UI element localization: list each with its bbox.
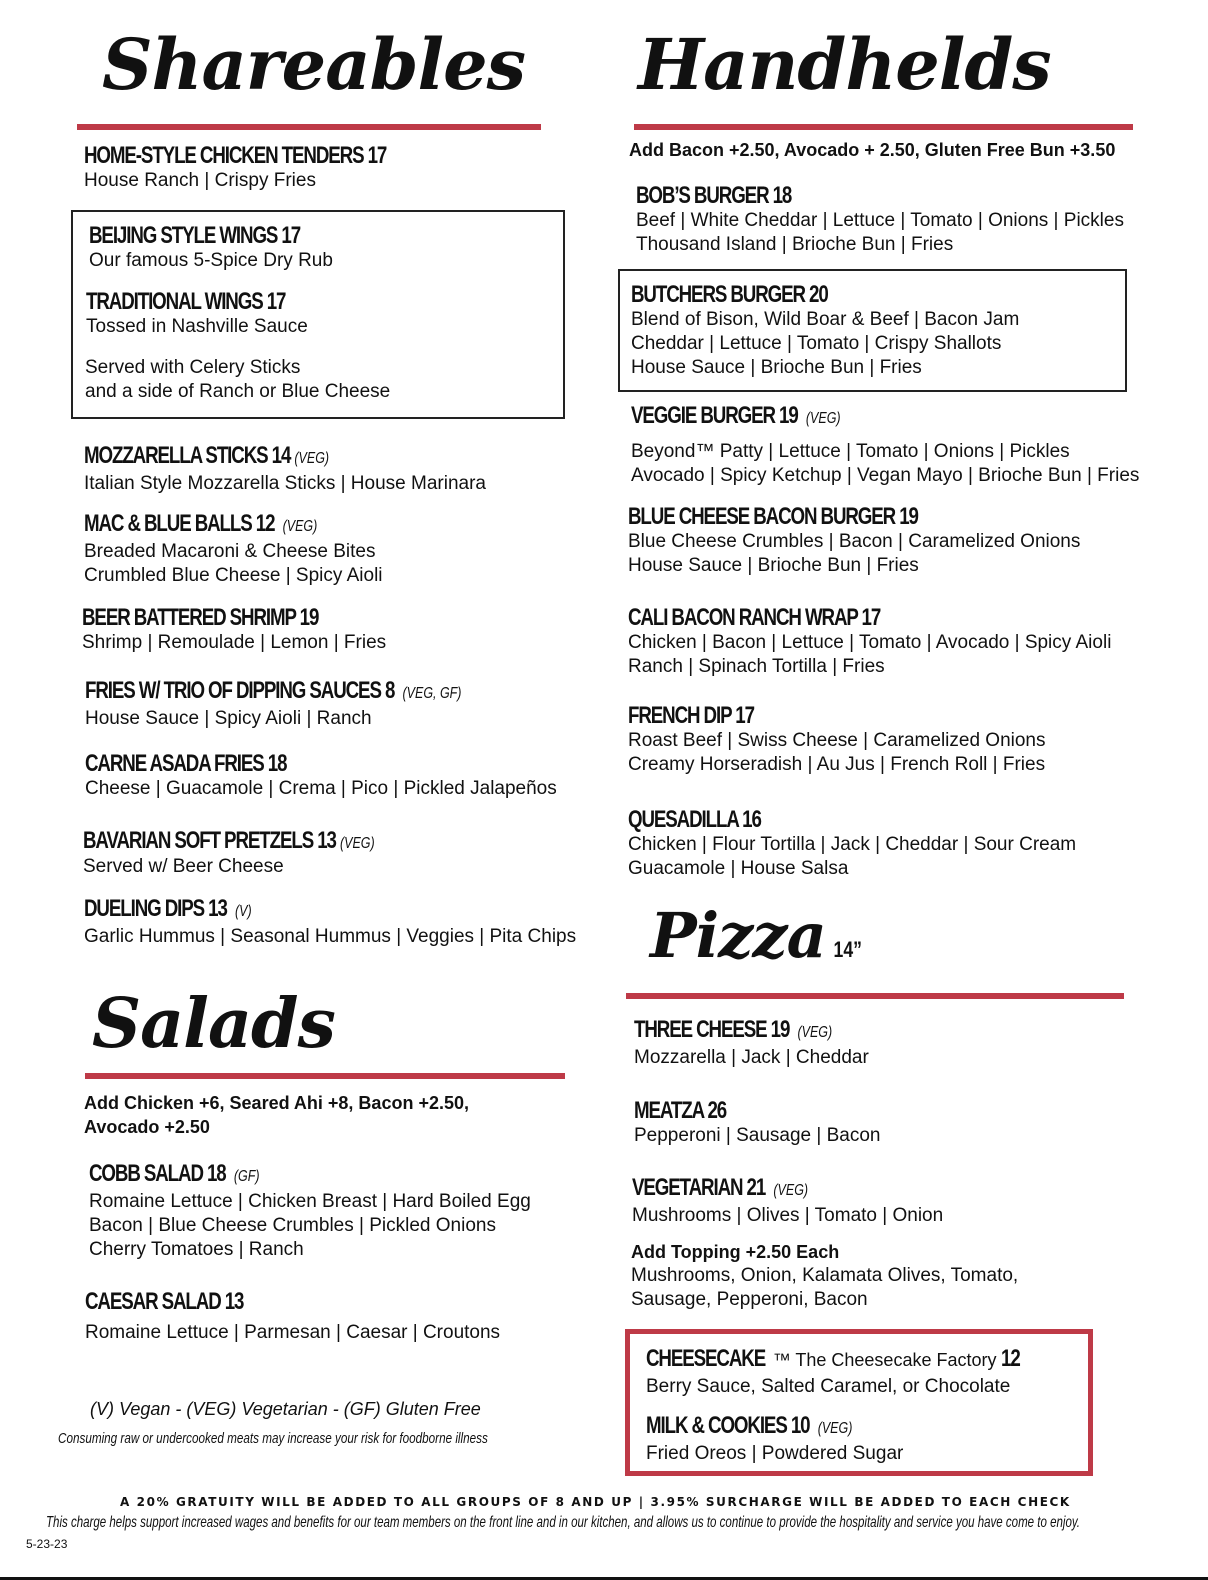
item-description: Romaine Lettuce | Chicken Breast | Hard Boiled Egg	[89, 1191, 531, 1212]
item-description: Italian Style Mozzarella Sticks | House Marinara	[84, 473, 486, 494]
wings-note-line: Served with Celery Sticks	[85, 357, 301, 378]
item-name: CAESAR SALAD 13	[85, 1288, 244, 1315]
item-name: BLUE CHEESE BACON BURGER 19	[628, 503, 918, 530]
item-name: HOME-STYLE CHICKEN TENDERS 17	[84, 142, 387, 169]
menu-item	[85, 678, 568, 731]
item-description: Tossed in Nashville Sauce	[86, 316, 308, 337]
salads-addons	[84, 1091, 469, 1139]
item-description: Blue Cheese Crumbles | Bacon | Caramelized Onions	[628, 531, 1081, 552]
item-description: Crumbled Blue Cheese | Spicy Aioli	[84, 565, 383, 586]
item-description: Mozzarella | Jack | Cheddar	[634, 1047, 869, 1068]
diet-tag: (VEG, GF)	[402, 685, 462, 702]
item-description: Cheese | Guacamole | Crema | Pico | Pickled Jalapeños	[85, 778, 557, 799]
item-name: BEIJING STYLE WINGS 17	[89, 222, 301, 249]
menu-item	[632, 1175, 943, 1228]
item-description: House Sauce | Brioche Bun | Fries	[631, 357, 922, 378]
item-name: BEER BATTERED SHRIMP 19	[82, 604, 319, 631]
item-description: Roast Beef | Swiss Cheese | Caramelized Onions	[628, 730, 1046, 751]
item-name: THREE CHEESE 19 (VEG)	[634, 1016, 833, 1043]
diet-legend: (V) Vegan - (VEG) Vegetarian - (GF) Gluten Free	[90, 1399, 481, 1419]
menu-item	[628, 605, 1111, 679]
pizza-size: 14”	[833, 937, 863, 962]
item-description: Served w/ Beer Cheese	[83, 856, 284, 877]
diet-tag: (VEG)	[773, 1182, 809, 1199]
item-description: Breaded Macaroni & Cheese Bites	[84, 541, 376, 562]
diet-tag: (VEG)	[294, 450, 330, 467]
item-description: Chicken | Bacon | Lettuce | Tomato | Avocado | Spicy Aioli	[628, 632, 1112, 653]
item-description: Ranch | Spinach Tortilla | Fries	[628, 656, 885, 677]
pizza-heading	[650, 899, 866, 972]
topping-list: Mushrooms, Onion, Kalamata Olives, Tomato,	[631, 1265, 1019, 1286]
item-description: Beef | White Cheddar | Lettuce | Tomato | Onions | Pickles	[636, 210, 1124, 231]
item-name: TRADITIONAL WINGS 17	[86, 288, 286, 315]
diet-tag: (VEG)	[817, 1420, 853, 1437]
item-description: Avocado | Spicy Ketchup | Vegan Mayo | Brioche Bun | Fries	[631, 465, 1140, 486]
item-description: Mushrooms | Olives | Tomato | Onion	[632, 1205, 944, 1226]
item-description: Beyond™ Patty | Lettuce | Tomato | Onions | Pickles	[631, 441, 1070, 462]
item-description: Our famous 5-Spice Dry Rub	[89, 250, 333, 271]
item-description: Bacon | Blue Cheese Crumbles | Pickled Onions	[89, 1215, 496, 1236]
item-name: DUELING DIPS 13 (V)	[84, 895, 252, 922]
pizza-title: Pizza	[650, 899, 826, 972]
pizza-toppings	[631, 1240, 1018, 1312]
handhelds-addons: Add Bacon +2.50, Avocado + 2.50, Gluten Free Bun +3.50	[629, 140, 1116, 160]
item-description: Cheddar | Lettuce | Tomato | Crispy Shallots	[631, 333, 1002, 354]
menu-item	[646, 1346, 1025, 1399]
menu-item	[634, 1098, 881, 1148]
item-name: MAC & BLUE BALLS 12 (VEG)	[84, 510, 318, 537]
diet-tag: (VEG)	[339, 835, 375, 852]
item-name: BUTCHERS BURGER 20	[631, 281, 828, 308]
pizza-divider	[626, 993, 1124, 999]
handhelds-heading: Handhelds	[638, 23, 1051, 106]
item-description: Blend of Bison, Wild Boar & Beef | Bacon Jam	[631, 309, 1020, 330]
diet-tag: (VEG)	[282, 518, 318, 535]
diet-tag: (V)	[235, 903, 252, 920]
item-name: BAVARIAN SOFT PRETZELS 13 (VEG)	[83, 827, 375, 854]
item-name: VEGGIE BURGER 19 (VEG)	[631, 402, 841, 429]
item-name: COBB SALAD 18 (GF)	[89, 1160, 260, 1187]
menu-item	[84, 443, 486, 496]
menu-item	[85, 751, 557, 801]
menu-item	[83, 828, 457, 877]
shareables-heading: Shareables	[102, 23, 526, 106]
item-price: 12	[1000, 1345, 1020, 1372]
item-name: MILK & COOKIES 10 (VEG)	[646, 1412, 853, 1439]
item-name: CALI BACON RANCH WRAP 17	[628, 604, 881, 631]
brand-note: ™ The Cheesecake Factory	[772, 1350, 997, 1370]
diet-tag: (GF)	[233, 1168, 260, 1185]
menu-item	[82, 605, 386, 655]
food-safety-warning: Consuming raw or undercooked meats may increase your risk for foodborne illness	[58, 1430, 488, 1447]
item-description: Cherry Tomatoes | Ranch	[89, 1239, 304, 1260]
item-description: House Sauce | Brioche Bun | Fries	[628, 555, 919, 576]
item-description: Thousand Island | Brioche Bun | Fries	[636, 234, 954, 255]
item-description: Creamy Horseradish | Au Jus | French Roll | Fries	[628, 754, 1046, 775]
menu-item	[86, 289, 342, 339]
wings-note-line: and a side of Ranch or Blue Cheese	[85, 381, 391, 402]
item-description: Romaine Lettuce | Parmesan | Caesar | Croutons	[85, 1322, 501, 1343]
menu-item	[84, 511, 383, 588]
shareables-divider	[77, 124, 541, 130]
diet-tag: (VEG)	[797, 1024, 833, 1041]
salads-heading: Salads	[92, 984, 335, 1064]
item-description: Pepperoni | Sausage | Bacon	[634, 1125, 881, 1146]
salads-divider	[85, 1073, 565, 1079]
item-description: Berry Sauce, Salted Caramel, or Chocolate	[646, 1376, 1011, 1397]
handhelds-divider	[634, 124, 1133, 130]
diet-tag: (VEG)	[805, 410, 841, 427]
item-name: CHEESECAKE	[646, 1345, 766, 1372]
menu-item	[631, 403, 1139, 488]
item-name: MOZZARELLA STICKS 14 (VEG)	[84, 442, 330, 469]
menu-item	[84, 143, 471, 193]
item-description: Guacamole | House Salsa	[628, 858, 849, 879]
gratuity-notice: A 20% GRATUITY WILL BE ADDED TO ALL GROUPS OF 8 AND UP | 3.95% SURCHARGE WILL BE ADDED TO EACH CHECK	[120, 1495, 1071, 1509]
menu-item	[628, 703, 1046, 777]
addon-line: Avocado +2.50	[84, 1117, 210, 1137]
menu-item	[646, 1413, 911, 1466]
menu-item	[85, 1289, 500, 1345]
menu-item	[628, 807, 1076, 881]
menu-item	[89, 1161, 531, 1262]
item-description: Chicken | Flour Tortilla | Jack | Cheddar | Sour Cream	[628, 834, 1077, 855]
item-name: VEGETARIAN 21 (VEG)	[632, 1174, 809, 1201]
topping-list: Sausage, Pepperoni, Bacon	[631, 1289, 868, 1310]
item-description: House Ranch | Crispy Fries	[84, 170, 316, 191]
item-description: Garlic Hummus | Seasonal Hummus | Veggies | Pita Chips	[84, 926, 577, 947]
item-name: QUESADILLA 16	[628, 806, 761, 833]
menu-item	[89, 223, 360, 273]
item-name: FRENCH DIP 17	[628, 702, 754, 729]
menu-date: 5-23-23	[26, 1537, 68, 1551]
item-name: FRIES W/ TRIO OF DIPPING SAUCES 8 (VEG, GF)	[85, 677, 462, 704]
wings-note	[85, 356, 390, 404]
item-description: House Sauce | Spicy Aioli | Ranch	[85, 708, 372, 729]
menu-item	[636, 183, 1124, 257]
surcharge-explanation: This charge helps support increased wages and benefits for our team members on the front line and in our kitchen, and allows us to continue to provide the hospitality and service you have come to enjoy.	[46, 1514, 1080, 1531]
item-description: Shrimp | Remoulade | Lemon | Fries	[82, 632, 387, 653]
addon-line: Add Chicken +6, Seared Ahi +8, Bacon +2.50,	[84, 1093, 469, 1113]
topping-label: Add Topping +2.50 Each	[631, 1242, 840, 1262]
menu-item	[634, 1017, 888, 1070]
item-name: BOB’S BURGER 18	[636, 182, 792, 209]
item-name: CARNE ASADA FRIES 18	[85, 750, 287, 777]
item-name: MEATZA 26	[634, 1097, 727, 1124]
menu-item	[628, 504, 1080, 578]
menu-item	[84, 896, 576, 949]
item-description: Fried Oreos | Powdered Sugar	[646, 1443, 904, 1464]
menu-item	[631, 282, 1019, 380]
